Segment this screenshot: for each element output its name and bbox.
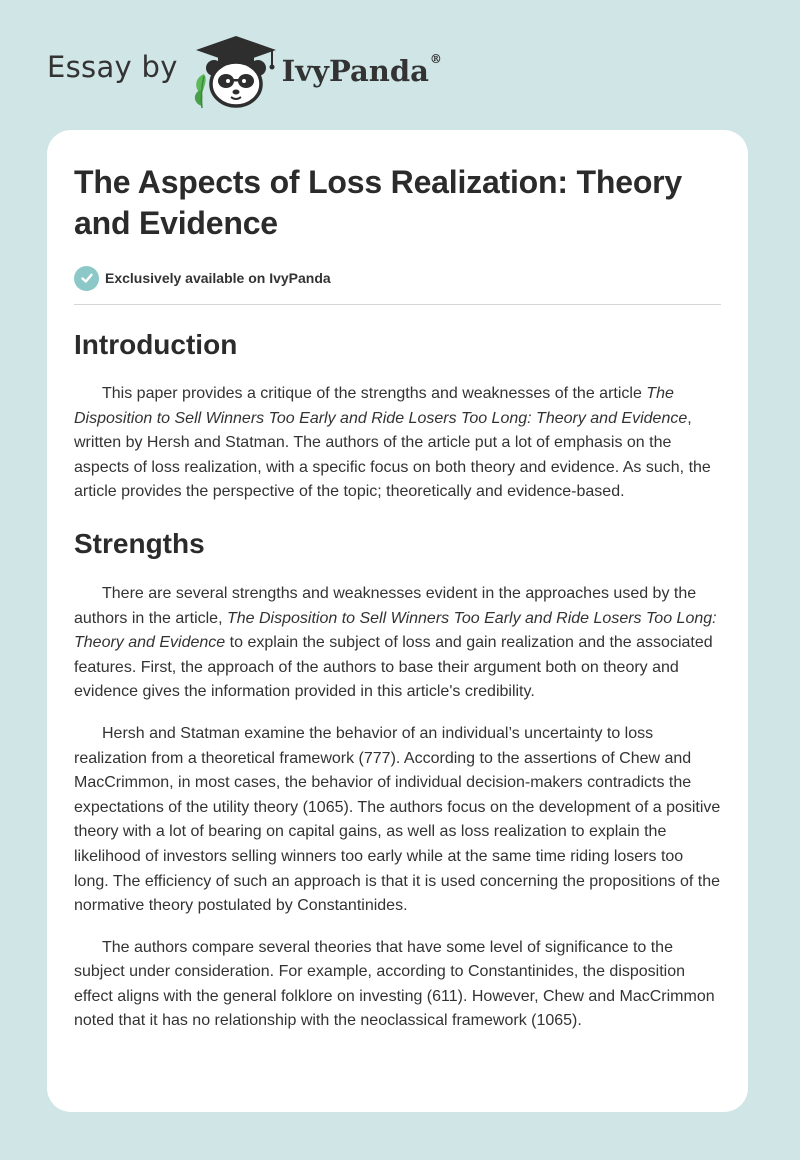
- panda-logo-icon: [190, 30, 282, 110]
- strengths-paragraph-1: [74, 582, 721, 705]
- text-segment: to explain the subject of loss and gain realization and the associated features. First, the approach of the authors to base their argument both on theory and evidence gives the information provided in this article's credibility.: [74, 634, 713, 701]
- check-icon: [74, 266, 99, 291]
- text-segment: , written by Hersh and Statman. The authors of the article put a lot of emphasis on the aspects of loss realization, with a specific focus on both theory and evidence. As such, the article provides the perspective of the topic; theoretically and evidence-based.: [74, 409, 711, 501]
- introduction-paragraph: [74, 382, 721, 505]
- strengths-paragraph-3: The authors compare several theories that have some level of significance to the subject under consideration. For example, according to Constantinides, the disposition effect aligns with the general folklore on investing (611). However, Chew and MacCrimmon noted that it has no relationship with the neoclassical framework (1065).: [74, 938, 715, 1030]
- essay-card: [47, 130, 748, 1112]
- section-heading-strengths: Strengths: [74, 527, 205, 559]
- strengths-paragraph-2: Hersh and Statman examine the behavior of an individual’s uncertainty to loss realization from a theoretical framework (777). According to the assertions of Chew and MacCrimmon, in most cases, the behavior of individual decision-makers contradicts the expectations of the utility theory (1065). The authors focus on the development of a positive theory with a lot of bearing on capital gains, as well as loss realization to explain the likelihood of investors selling winners too early while at the same time riding losers too long. The efficiency of such an approach is that it is used concerning the propositions of the normative theory postulated by Constantinides.: [74, 724, 721, 915]
- exclusive-badge: [74, 264, 721, 292]
- text-segment: There are several strengths and weaknesses evident in the approaches used by the authors in the article,: [74, 584, 697, 627]
- brand-name[interactable]: [282, 54, 442, 88]
- section-heading-introduction: Introduction: [74, 329, 238, 360]
- brand-text: IvyPanda: [281, 54, 429, 88]
- exclusive-label: Exclusively available on IvyPanda: [105, 270, 331, 286]
- essay-title: The Aspects of Loss Realization: Theory and Evidence: [74, 164, 683, 241]
- text-segment: This paper provides a critique of the strengths and weaknesses of the article: [102, 385, 647, 402]
- essay-by-label: Essay by: [47, 50, 178, 84]
- registered-mark: ®: [429, 52, 442, 66]
- article-title-italic: The Disposition to Sell Winners Too Early and Ride Losers Too Long: Theory and Evidence: [74, 385, 688, 427]
- site-header: [47, 30, 442, 110]
- article-title-italic: The Disposition to Sell Winners Too Early and Ride Losers Too Long: Theory and Evidence: [74, 609, 717, 652]
- ivypanda-logo[interactable]: [190, 30, 282, 110]
- title-divider: [74, 304, 721, 305]
